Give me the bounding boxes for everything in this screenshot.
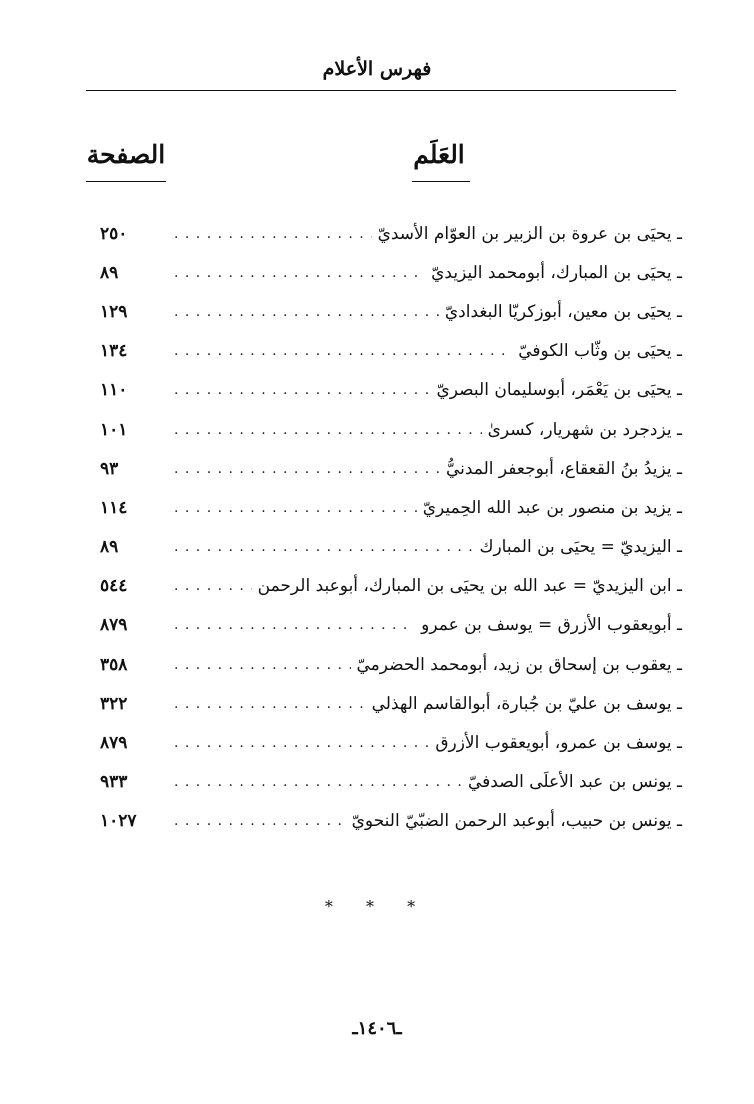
entry-name: ـ يحيَى بن يَعْمَر، أبوسليمان البصريّ [436,380,682,401]
entry-page-number: ١٠١ [100,419,128,440]
dot-leader [174,226,372,242]
index-entry [86,528,682,567]
entry-page-number: ٥٤٤ [100,576,128,597]
entry-page-number: ٨٩ [100,262,119,283]
index-entry [86,802,682,841]
entry-page-number: ٣٢٢ [100,693,128,714]
entry-name: ـ يزيد بن منصور بن عبد الله الحِميريّ [422,497,682,518]
header-rule [86,90,676,91]
section-separator: * * * [324,897,430,916]
entry-name: ـ يوسف بن عليّ بن جُبارة، أبوالقاسم الهذلي [371,693,682,714]
entry-page-number: ٣٥٨ [100,654,128,675]
dot-leader [174,539,473,555]
dot-leader [174,343,512,359]
index-entry [86,606,682,645]
entry-page-number: ١٢٩ [100,301,128,322]
index-entry [86,410,682,449]
index-entry [86,253,682,292]
entry-page-number: ٩٣ [100,458,119,479]
entry-name: ـ يزيدُ بنُ القعقاع، أبوجعفر المدنيُّ [445,458,682,479]
entry-page-number: ٨٩ [100,537,119,558]
dot-leader [174,265,425,281]
index-entry [86,371,682,410]
dot-leader [174,696,366,712]
dot-leader [174,461,440,477]
column-heading-name-underline [412,181,470,182]
entry-name: ـ يونس بن عبد الأعلَى الصدفيّ [467,772,682,793]
entry-name: ـ يعقوب بن إسحاق بن زيد، أبومحمد الحضرميّ [356,654,682,675]
index-entry [86,645,682,684]
entry-name: ـ يحيَى بن المبارك، أبومحمد اليزيديّ [431,262,682,283]
entry-name: ـ يحيَى بن معين، أبوزكريّا البغداديّ [444,301,682,322]
index-entry [86,567,682,606]
dot-leader [174,422,482,438]
dot-leader [174,500,417,516]
running-head: فهرس الأعلام [322,58,432,80]
column-heading-page: الصفحة [86,140,166,169]
index-entry [86,214,682,253]
entry-name: ـ أبويعقوب الأزرق = يوسف بن عمرو [421,615,682,636]
index-entry [86,488,682,527]
index-entries [86,214,682,841]
dot-leader [174,304,439,320]
entry-page-number: ١٠٢٧ [100,811,137,832]
dot-leader [174,735,429,751]
entry-page-number: ١١٤ [100,497,128,518]
entry-page-number: ١١٠ [100,380,128,401]
dot-leader [174,578,252,594]
dot-leader [174,657,351,673]
index-entry [86,723,682,762]
index-entry [86,332,682,371]
column-heading-name: العَلَم [413,140,465,169]
entry-name: ـ ابن اليزيديّ = عبد الله بن يحيَى بن المبارك، أبوعبد الرحمن [257,576,682,597]
entry-page-number: ٩٣٣ [100,772,128,793]
entry-name: ـ يحيَى بن وثّاب الكوفيّ [518,341,682,362]
dot-leader [174,813,346,829]
entry-name: ـ اليزيديّ = يحيَى بن المبارك [479,537,682,558]
dot-leader [174,382,431,398]
entry-name: ـ يونس بن حبيب، أبوعبد الرحمن الضبّيّ النحويّ [351,811,682,832]
index-entry [86,763,682,802]
column-heading-page-underline [86,181,166,182]
entry-name: ـ يزدجرد بن شهريار، كسرىٰ [487,419,682,440]
entry-page-number: ٨٧٩ [100,615,128,636]
entry-name: ـ يوسف بن عمرو، أبويعقوب الأزرق [435,733,682,754]
dot-leader [174,774,462,790]
index-entry [86,684,682,723]
entry-name: ـ يحيَى بن عروة بن الزبير بن العوّام الأسديّ [377,223,682,244]
page-number: ـ١٤٠٦ـ [352,1018,402,1039]
index-entry [86,449,682,488]
entry-page-number: ٢٥٠ [100,223,128,244]
index-entry [86,292,682,331]
entry-page-number: ١٣٤ [100,341,128,362]
entry-page-number: ٨٧٩ [100,733,128,754]
dot-leader [174,617,415,633]
